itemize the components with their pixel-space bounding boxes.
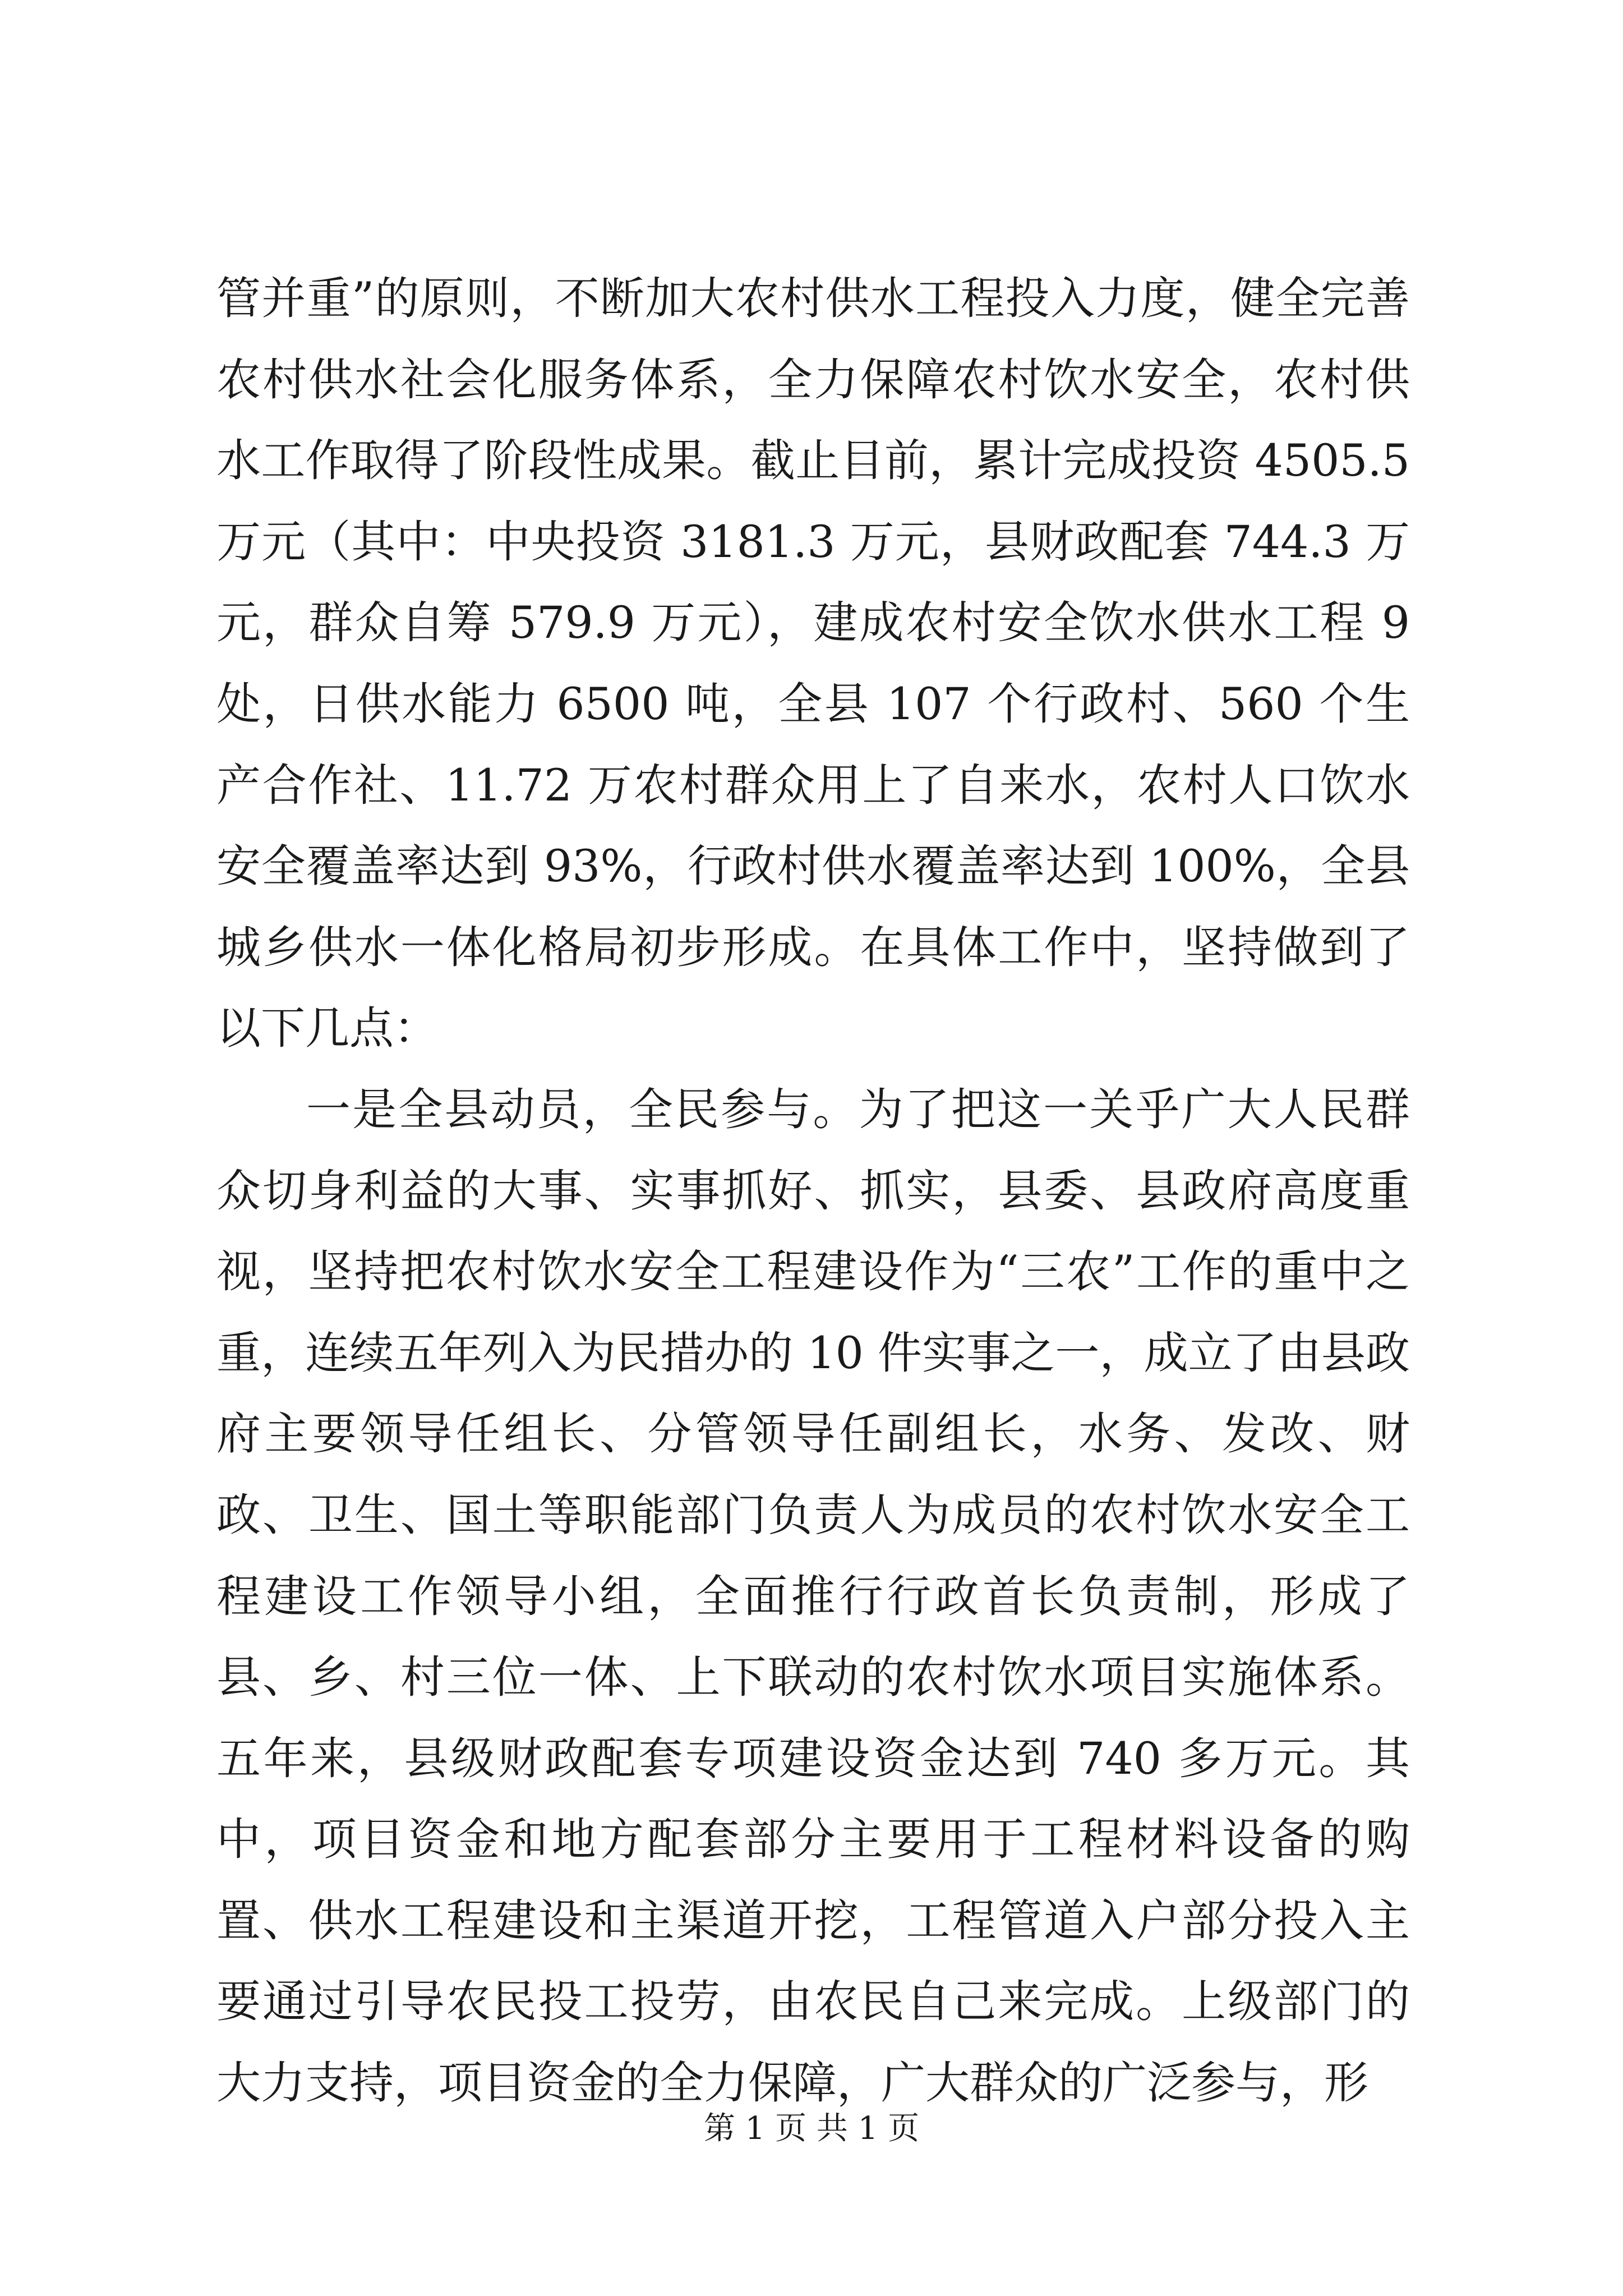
- paragraph-point-one: 一是全县动员，全民参与。为了把这一关乎广大人民群众切身利益的大事、实事抓好、抓实，县委、县政府高度重视，坚持把农村饮水安全工程建设作为“三农”工作的重中之重，连续五年列入为民措办的 10 件实事之一，成立了由县政府主要领导任组长、分管领导任副组长，水务、发改、财政、卫生、国土等职能部门负责人为成员的农村饮水安全工程建设工作领导小组，全面推行行政首长负责制，形成了县、乡、村三位一体、上下联动的农村饮水项目实施体系。五年来，县级财政配套专项建设资金达到 740 多万元。其中，项目资金和地方配套部分主要用于工程材料设备的购置、供水工程建设和主渠道开挖，工程管道入户部分投入主要通过引导农民投工投劳，由农民自己来完成。上级部门的大力支持，项目资金的全力保障，广大群众的广泛参与，形: [216, 1083, 1410, 2109]
- page-footer: 第 1 页 共 1 页: [703, 2110, 920, 2147]
- paragraph-continued: 管并重”的原则，不断加大农村供水工程投入力度，健全完善农村供水社会化服务体系，全力保障农村饮水安全，农村供水工作取得了阶段性成果。截止目前，累计完成投资 4505.5 万元（其中：中央投资 3181.3 万元，县财政配套 744.3 万元，群众自筹 579.9 万元），建成农村安全饮水供水工程 9 处，日供水能力 6500 吨，全县 107 个行政村、560 个生产合作社、11.72 万农村群众用上了自来水，农村人口饮水安全覆盖率达到 93%，行政村供水覆盖率达到 100%，全县城乡供水一体化格局初步形成。在具体工作中，坚持做到了以下几点：: [216, 273, 1410, 1055]
- document-body: [216, 258, 1410, 2124]
